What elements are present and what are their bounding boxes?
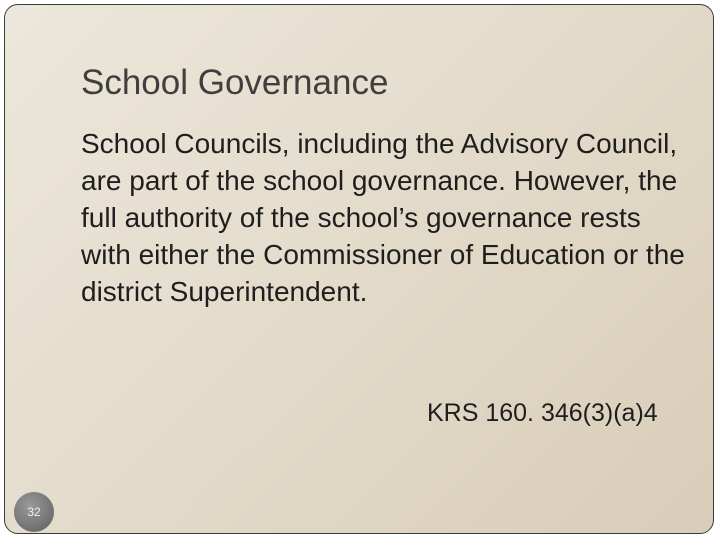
slide-body-text: School Councils, including the Advisory Council, are part of the school governance. However, the full authority of the school’s governance rests with either the Commissioner of Education or the district Superintendent. — [81, 128, 685, 307]
page-number-badge: 32 — [14, 492, 54, 532]
slide-frame — [4, 4, 714, 534]
statute-citation: KRS 160. 346(3)(a)4 — [427, 399, 658, 427]
slide-title: School Governance — [81, 63, 389, 102]
